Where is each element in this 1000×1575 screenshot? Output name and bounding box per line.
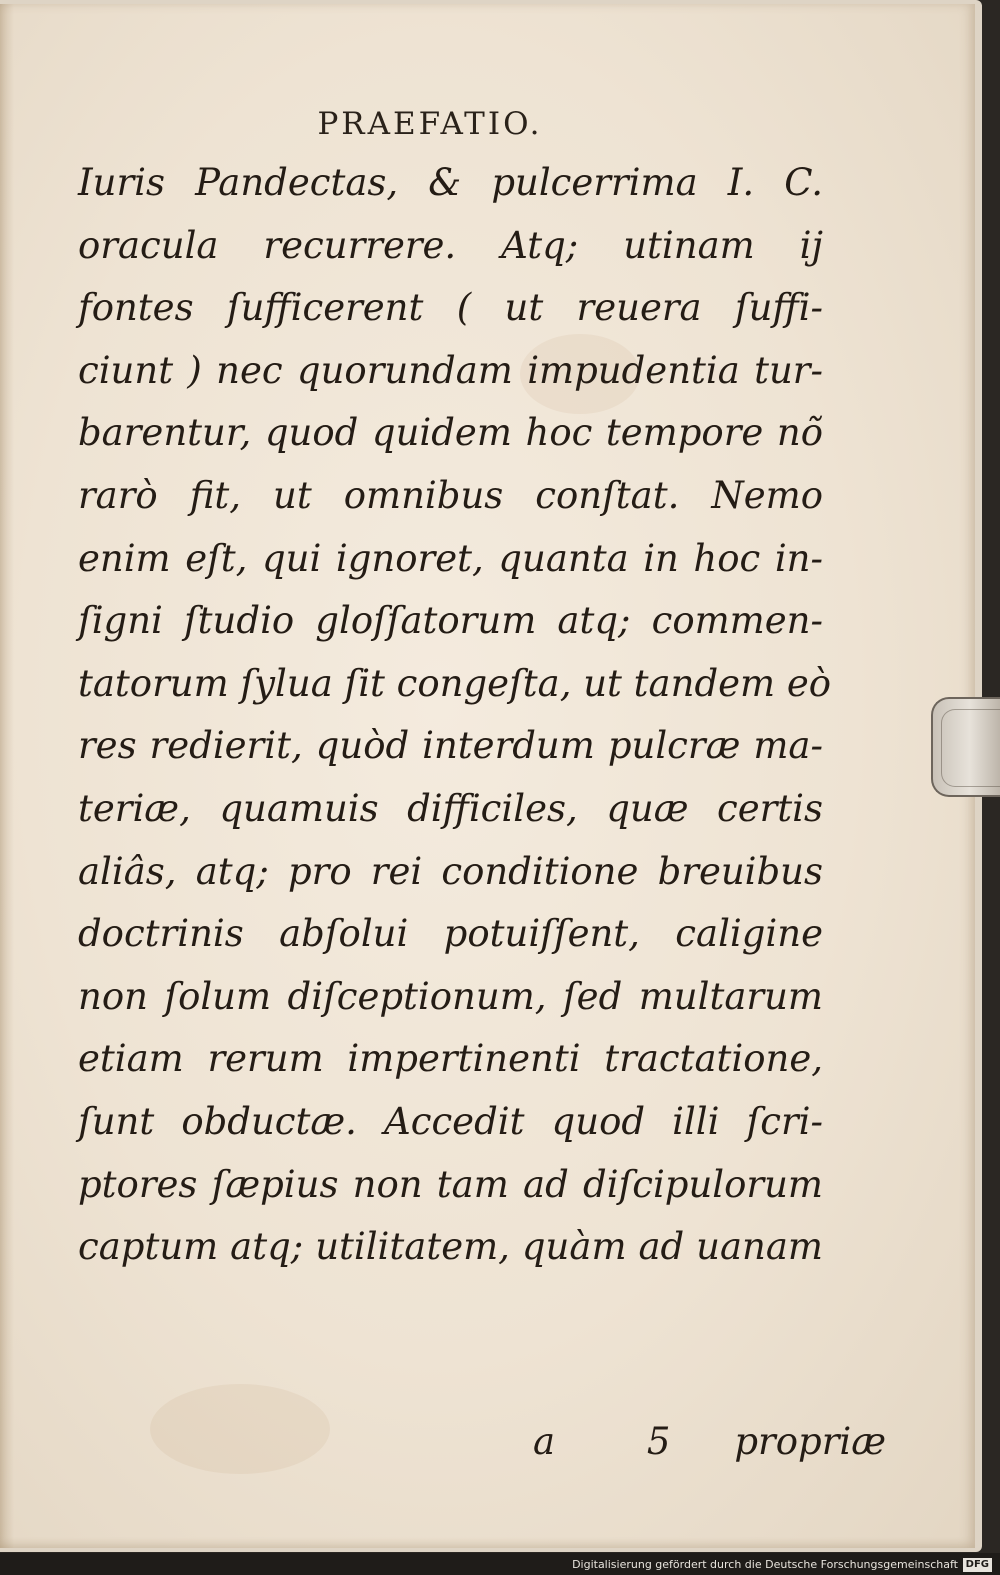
page-clip (931, 697, 1000, 797)
text-line: res redierit, quòd interdum pulcræ ma- (78, 724, 823, 768)
text-line: ſunt obductæ. Accedit quod illi ſcri- (78, 1099, 823, 1143)
text-line: fontes ſufficerent ( ut reuera ſuffi- (78, 286, 823, 330)
footer-bar (0, 1553, 1000, 1575)
gutter-shadow (0, 4, 14, 1548)
text-line: oracula recurrere. Atq; utinam ij (78, 223, 823, 267)
text-line: captum atq; utilitatem, quàm ad uanam (78, 1225, 823, 1269)
signature-mark: a 5 (533, 1420, 711, 1463)
book-page (0, 4, 975, 1548)
text-line: enim eſt, qui ignoret, quanta in hoc in- (78, 536, 823, 580)
page-foot (78, 1420, 898, 1482)
text-line: ptores ſæpius non tam ad diſcipulorum (78, 1162, 823, 1206)
text-line: teriæ, quamuis difficiles, quæ certis (78, 786, 823, 830)
text-line: ciunt ) nec quorundam impudentia tur- (78, 348, 823, 392)
running-head: PRAEFATIO. (317, 106, 543, 142)
catchword: propriæ (734, 1420, 886, 1463)
text-line: tatorum ſylua ſit congeſta, ut tandem eò (78, 661, 832, 705)
text-line: etiam rerum impertinenti tractatione, (78, 1037, 823, 1081)
text-line: barentur, quod quidem hoc tempore nõ (78, 411, 823, 455)
funding-credit: Digitalisierung gefördert durch die Deutsche Forschungsgemeinschaft (572, 1558, 958, 1571)
text-line: Iuris Pandectas, & pulcerrima I. C. (78, 161, 823, 204)
text-line: rarò fit, ut omnibus conſtat. Nemo (78, 473, 823, 517)
text-line: non ſolum diſceptionum, ſed multarum (78, 974, 823, 1018)
text-line: aliâs, atq; pro rei conditione breuibus (78, 849, 823, 893)
dfg-logo: DFG (963, 1558, 992, 1572)
body-text (78, 152, 886, 1463)
text-line: ſigni ſtudio gloſſatorum atq; commen- (78, 599, 823, 643)
text-line: doctrinis abſolui potuiſſent, caligine (78, 912, 823, 956)
page-clip-inner (941, 709, 1000, 787)
